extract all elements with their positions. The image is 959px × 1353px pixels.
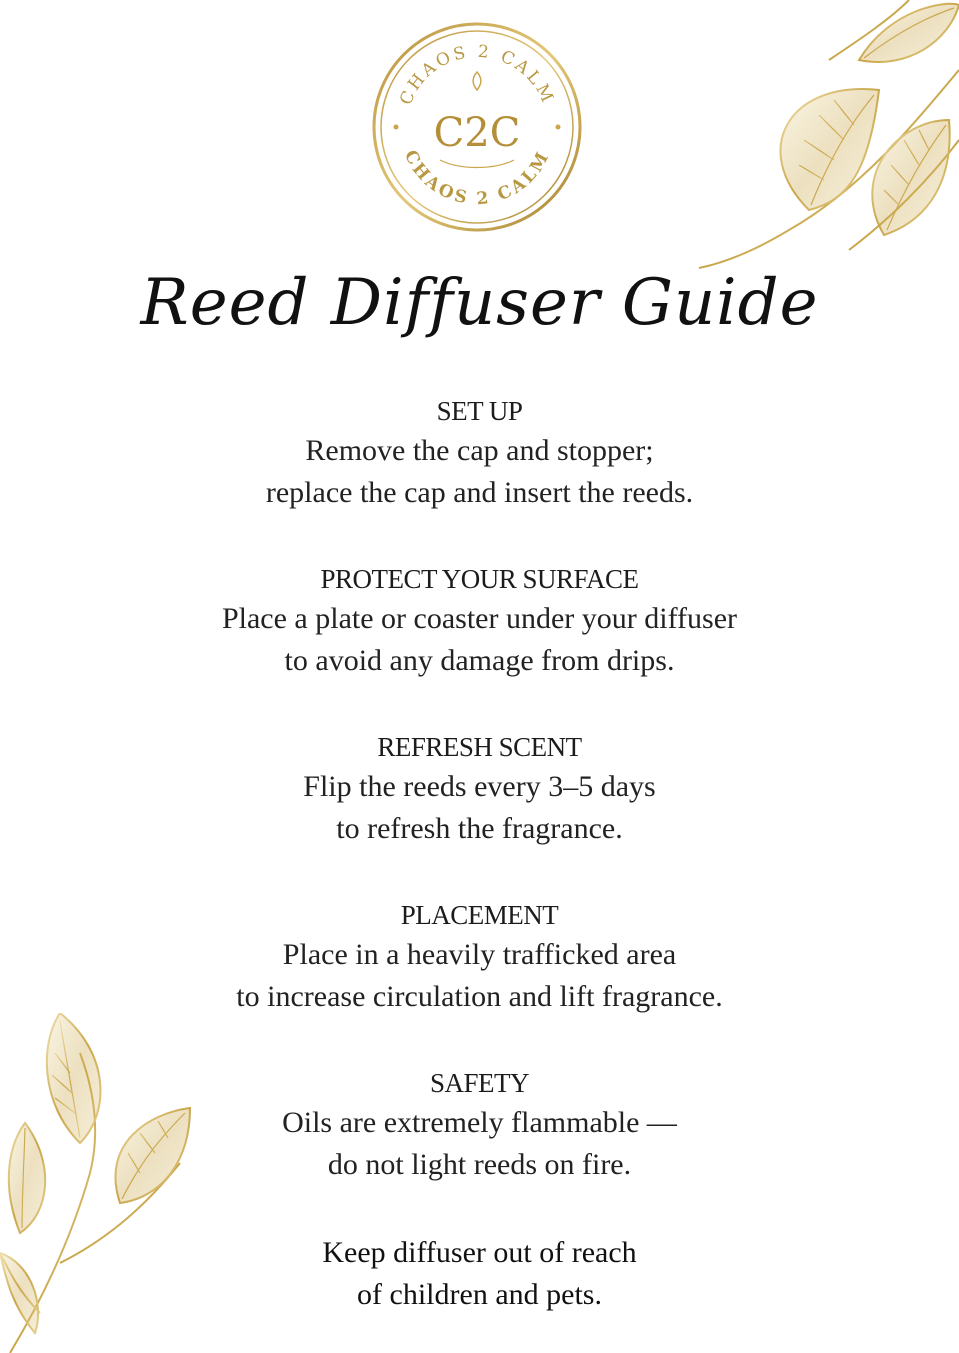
section-heading: SET UP <box>436 396 523 426</box>
section-heading: PLACEMENT <box>400 900 559 930</box>
logo-monogram: C2C <box>433 110 521 156</box>
section-line: to refresh the fragrance. <box>336 812 623 845</box>
svg-text:CHAOS 2 CALM <box>400 147 554 209</box>
section-line: replace the cap and insert the reeds. <box>265 476 694 509</box>
section-line: Oils are extremely flammable — <box>282 1106 677 1139</box>
svg-text:CHAOS 2 CALM <box>396 42 558 108</box>
guide-content <box>0 392 959 1316</box>
section-line: Place in a heavily trafficked area <box>282 938 677 971</box>
section-heading: SAFETY <box>429 1068 529 1098</box>
section-line: Remove the cap and stopper; <box>305 434 654 467</box>
page-title: Reed Diffuser Guide <box>140 266 819 340</box>
section-heading: REFRESH SCENT <box>377 732 582 762</box>
child-pet-warning <box>0 1232 959 1316</box>
section-line: Flip the reeds every 3–5 days <box>303 770 656 803</box>
warning-line: Keep diffuser out of reach <box>322 1236 637 1269</box>
section-protect-your-surface <box>0 560 959 728</box>
section-set-up <box>0 392 959 560</box>
chaos-2-calm-logo-seal <box>370 20 584 234</box>
logo-ring-text-top: CHAOS 2 CALM <box>396 41 559 109</box>
logo-ring-text-bottom: CHAOS 2 CALM <box>399 146 555 210</box>
section-line: do not light reeds on fire. <box>327 1148 632 1181</box>
section-safety <box>0 1064 959 1232</box>
section-line: to increase circulation and lift fragrance. <box>236 980 723 1013</box>
section-placement <box>0 896 959 1064</box>
section-line: Place a plate or coaster under your diffuser <box>221 602 738 635</box>
section-line: to avoid any damage from drips. <box>284 644 675 677</box>
section-heading: PROTECT YOUR SURFACE <box>320 564 639 594</box>
warning-line: of children and pets. <box>357 1278 602 1311</box>
section-refresh-scent <box>0 728 959 896</box>
